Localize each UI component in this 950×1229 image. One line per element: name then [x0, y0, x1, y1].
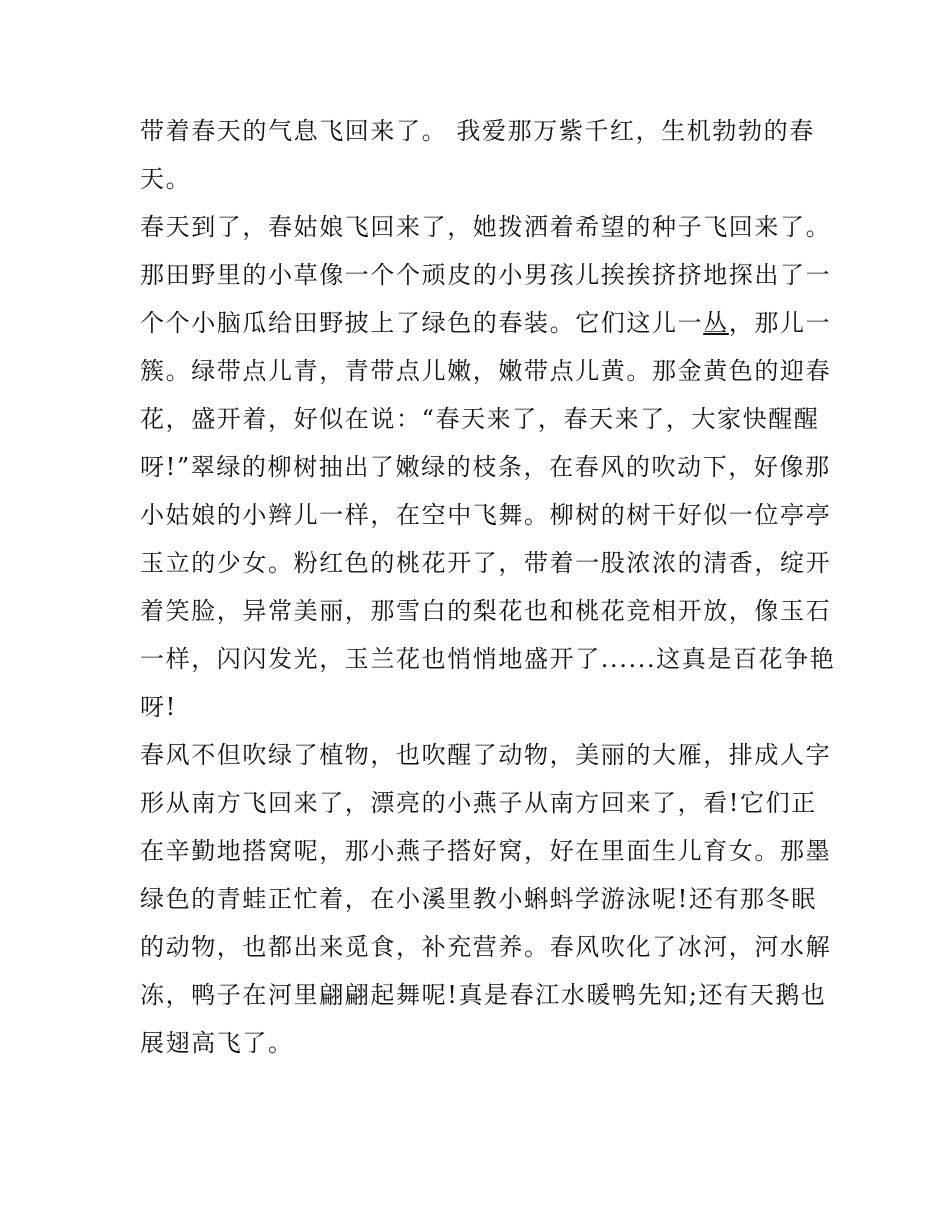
text-segment: 个个小脑瓜给田野披上了绿色的春装。它们这儿一 — [140, 309, 704, 337]
paragraph-3 — [140, 251, 836, 731]
text-line: 春天到了，春姑娘飞回来了，她拨洒着希望的种子飞回来了。 — [140, 213, 832, 241]
text-segment: ，那儿一 — [728, 309, 832, 337]
text-line: 那田野里的小草像一个个顽皮的小男孩儿挨挨挤挤地探出了一 — [140, 261, 832, 289]
text-line: 小姑娘的小辫儿一样，在空中飞舞。柳树的树干好似一位亭亭 — [140, 501, 832, 529]
text-line: 一样，闪闪发光，玉兰花也悄悄地盛开了......这真是百花争艳 — [140, 645, 836, 673]
text-line: 展翅高飞了。 — [140, 1029, 294, 1057]
paragraph-2 — [140, 203, 832, 251]
document-body — [140, 107, 836, 1067]
text-line: 呀! — [140, 693, 177, 721]
text-line: 在辛勤地搭窝呢，那小燕子搭好窝，好在里面生儿育女。那墨 — [140, 837, 832, 865]
paragraph-4 — [140, 731, 832, 1067]
text-line: 天。 — [140, 165, 192, 193]
text-line: 形从南方飞回来了，漂亮的小燕子从南方回来了，看!它们正 — [140, 789, 817, 817]
text-line: 绿色的青蛙正忙着，在小溪里教小蝌蚪学游泳呢!还有那冬眠 — [140, 885, 817, 913]
text-line: 玉立的少女。粉红色的桃花开了，带着一股浓浓的清香，绽开 — [140, 549, 832, 577]
text-line: 春风不但吹绿了植物，也吹醒了动物，美丽的大雁，排成人字 — [140, 741, 832, 769]
text-line: 带着春天的气息飞回来了。 我爱那万紫千红，生机勃勃的春 — [140, 117, 815, 145]
text-line: 冻，鸭子在河里翩翩起舞呢!真是春江水暖鸭先知;还有天鹅也 — [140, 981, 827, 1009]
underlined-word: 丛 — [703, 309, 729, 337]
text-line: 呀!”翠绿的柳树抽出了嫩绿的枝条，在春风的吹动下，好像那 — [140, 453, 831, 481]
text-line-with-underline — [140, 299, 832, 347]
text-line: 簇。绿带点儿青，青带点儿嫩，嫩带点儿黄。那金黄色的迎春 — [140, 357, 832, 385]
text-line: 着笑脸，异常美丽，那雪白的梨花也和桃花竞相开放，像玉石 — [140, 597, 832, 625]
text-line: 的动物，也都出来觅食，补充营养。春风吹化了冰河，河水解 — [140, 933, 832, 961]
text-line: 花，盛开着，好似在说：“春天来了，春天来了，大家快醒醒 — [140, 405, 820, 433]
paragraph-1 — [140, 107, 818, 203]
